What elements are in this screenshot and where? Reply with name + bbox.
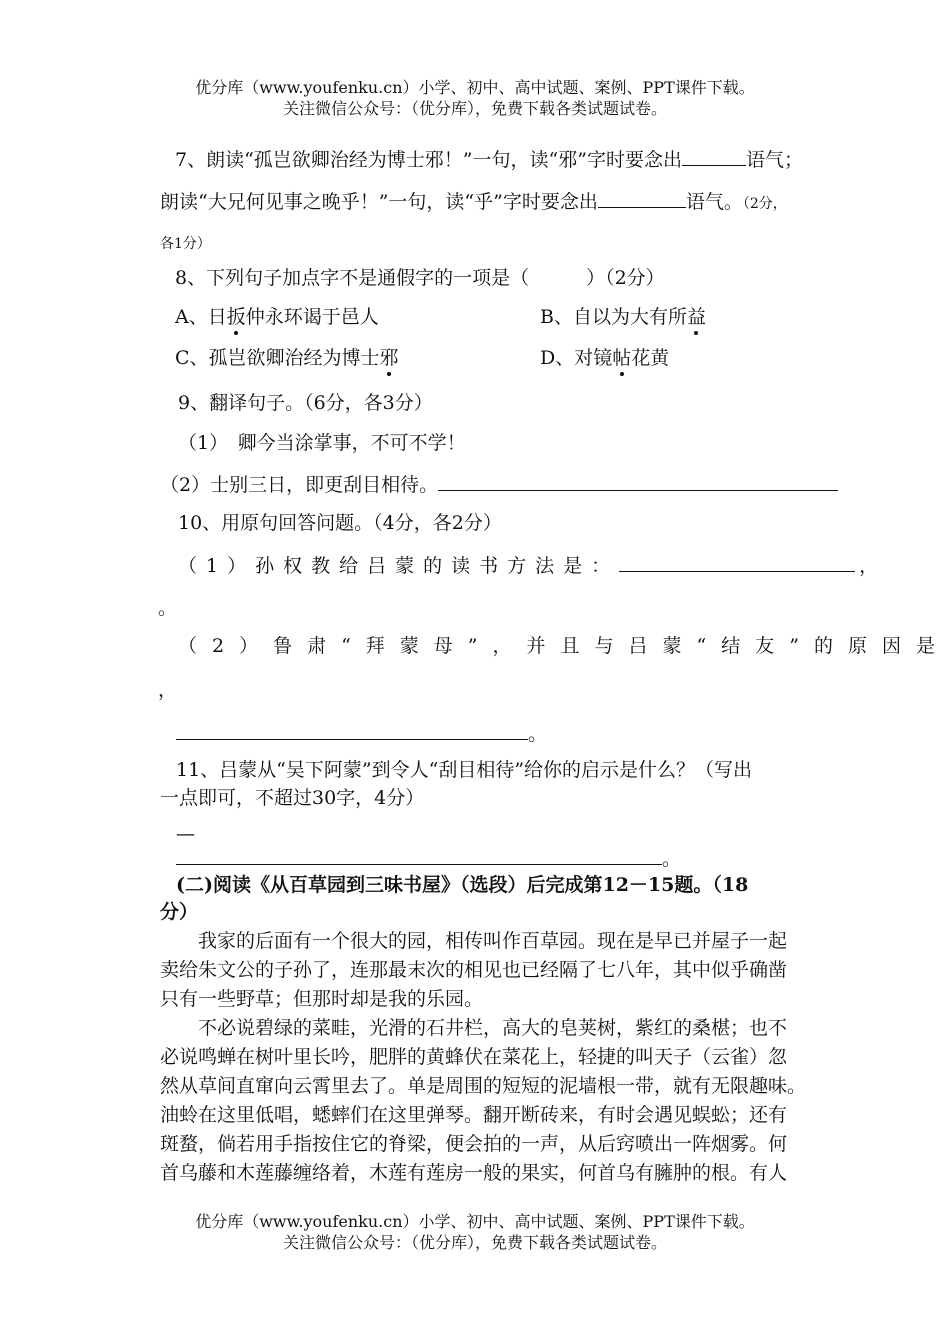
emphasis-char: 邪 [379, 347, 399, 369]
answer-blank[interactable] [682, 146, 746, 166]
option-a-suffix: 仲永环谒于邑人 [245, 306, 379, 328]
question-7-line-2 [160, 188, 787, 216]
option-d-prefix: D、对镜 [540, 347, 613, 369]
question-10-part-2 [178, 634, 950, 658]
question-7-text-d: 语气。 [685, 191, 743, 213]
question-11-answer-line [176, 845, 681, 871]
question-11-line-1: 11、吕蒙从“吴下阿蒙”到令人“刮目相待”给你的启示是什么？（写出 [176, 759, 753, 781]
question-10-period: 。 [158, 597, 178, 619]
option-a [175, 305, 379, 329]
header-line-2: 关注微信公众号：（优分库），免费下载各类试题试卷。 [282, 99, 667, 118]
question-10-answer-line [176, 720, 547, 746]
question-10-part-2-text: （2）鲁肃“拜蒙母”，并且与吕蒙“结友”的原因是 [178, 635, 950, 657]
question-7-text-c: 朗读“大兄何见事之晚乎！”一句，读“乎”字时要念出 [160, 191, 598, 213]
answer-blank[interactable] [176, 720, 528, 740]
question-7-text-a: 7、朗读“孤岂欲卿治经为博士邪！”一句，读“邪”字时要念出 [175, 149, 682, 171]
section-2-title-line-2: 分） [160, 901, 199, 923]
emphasis-char: 益 [686, 306, 706, 328]
question-10-part-1 [178, 552, 878, 578]
question-7-text-b: 语气； [745, 149, 803, 171]
question-10-comma: ， [859, 555, 879, 577]
passage-line: 卖给朱文公的子孙了，连那最末次的相见也已经隔了七八年，其中似乎确凿 [160, 959, 788, 981]
section-2-title-line-1: (二)阅读《从百草园到三味书屋》（选段）后完成第12－15题。（18 [176, 874, 749, 896]
passage-line: 油蛉在这里低唱，蟋蟀们在这里弹琴。翻开断砖来，有时会遇见蜈蚣；还有 [160, 1104, 788, 1126]
option-c-prefix: C、孤岂欲卿治经为博士 [175, 347, 380, 369]
option-b-prefix: B、自以为大有所 [540, 306, 687, 328]
emphasis-char: 帖 [612, 347, 632, 369]
question-11-period: 。 [662, 848, 682, 870]
emphasis-char: 扳 [226, 306, 246, 328]
answer-blank[interactable] [598, 188, 686, 208]
question-7-line-1 [175, 146, 803, 172]
question-10-part-1-text: （1）孙权教给吕蒙的读书方法是： [178, 555, 620, 577]
passage-line: 只有一些野草；但那时却是我的乐园。 [160, 988, 484, 1010]
option-b [540, 305, 706, 329]
question-11-dash: — [176, 823, 195, 845]
question-9-sentence-1: （1） 卿今当涂掌事，不可不学！ [178, 432, 466, 454]
option-a-prefix: A、日 [175, 306, 227, 328]
footer-line-1: 优分库（www.youfenku.cn）小学、初中、高中试题、案例、PPT课件下载。 [195, 1212, 755, 1231]
question-9-stem: 9、翻译句子。（6分，各3分） [178, 392, 433, 414]
question-8-stem: 8、下列句子加点字不是通假字的一项是（ ）（2分） [175, 267, 665, 289]
passage-line: 首乌藤和木莲藤缠络着，木莲有莲房一般的果实，何首乌有臃肿的根。有人 [160, 1162, 788, 1184]
passage-line: 我家的后面有一个很大的园，相传叫作百草园。现在是早已并屋子一起 [160, 930, 788, 952]
option-c [175, 346, 399, 370]
question-9-sentence-2-text: （2）士别三日，即更刮目相待。 [160, 474, 439, 496]
option-d [540, 346, 669, 370]
question-7-score-2: 各1分） [160, 236, 211, 252]
answer-blank[interactable] [619, 552, 855, 572]
option-d-suffix: 花黄 [631, 347, 670, 369]
passage-line: 必说鸣蝉在树叶里长吟，肥胖的黄蜂伏在菜花上，轻捷的叫天子（云雀）忽 [160, 1046, 788, 1068]
question-10-period-2: 。 [528, 723, 548, 745]
question-11-line-2: 一点即可，不超过30字，4分） [160, 787, 425, 809]
header-line-1: 优分库（www.youfenku.cn）小学、初中、高中试题、案例、PPT课件下载。 [195, 78, 755, 97]
passage-line: 不必说碧绿的菜畦，光滑的石井栏，高大的皂荚树，紫红的桑椹；也不 [160, 1017, 788, 1039]
answer-blank[interactable] [176, 845, 662, 865]
passage-line: 然从草间直窜向云霄里去了。单是周围的短短的泥墙根一带，就有无限趣味。 [160, 1075, 807, 1097]
question-10-comma-2: ， [158, 679, 178, 701]
question-9-sentence-2 [160, 471, 838, 497]
answer-blank[interactable] [438, 471, 838, 491]
passage-line: 斑蝥，倘若用手指按住它的脊梁，便会拍的一声，从后窍喷出一阵烟雾。何 [160, 1133, 788, 1155]
footer-line-2: 关注微信公众号：（优分库），免费下载各类试题试卷。 [282, 1233, 667, 1252]
question-10-stem: 10、用原句回答问题。（4分，各2分） [178, 512, 502, 534]
question-7-score: （2分， [742, 196, 787, 212]
